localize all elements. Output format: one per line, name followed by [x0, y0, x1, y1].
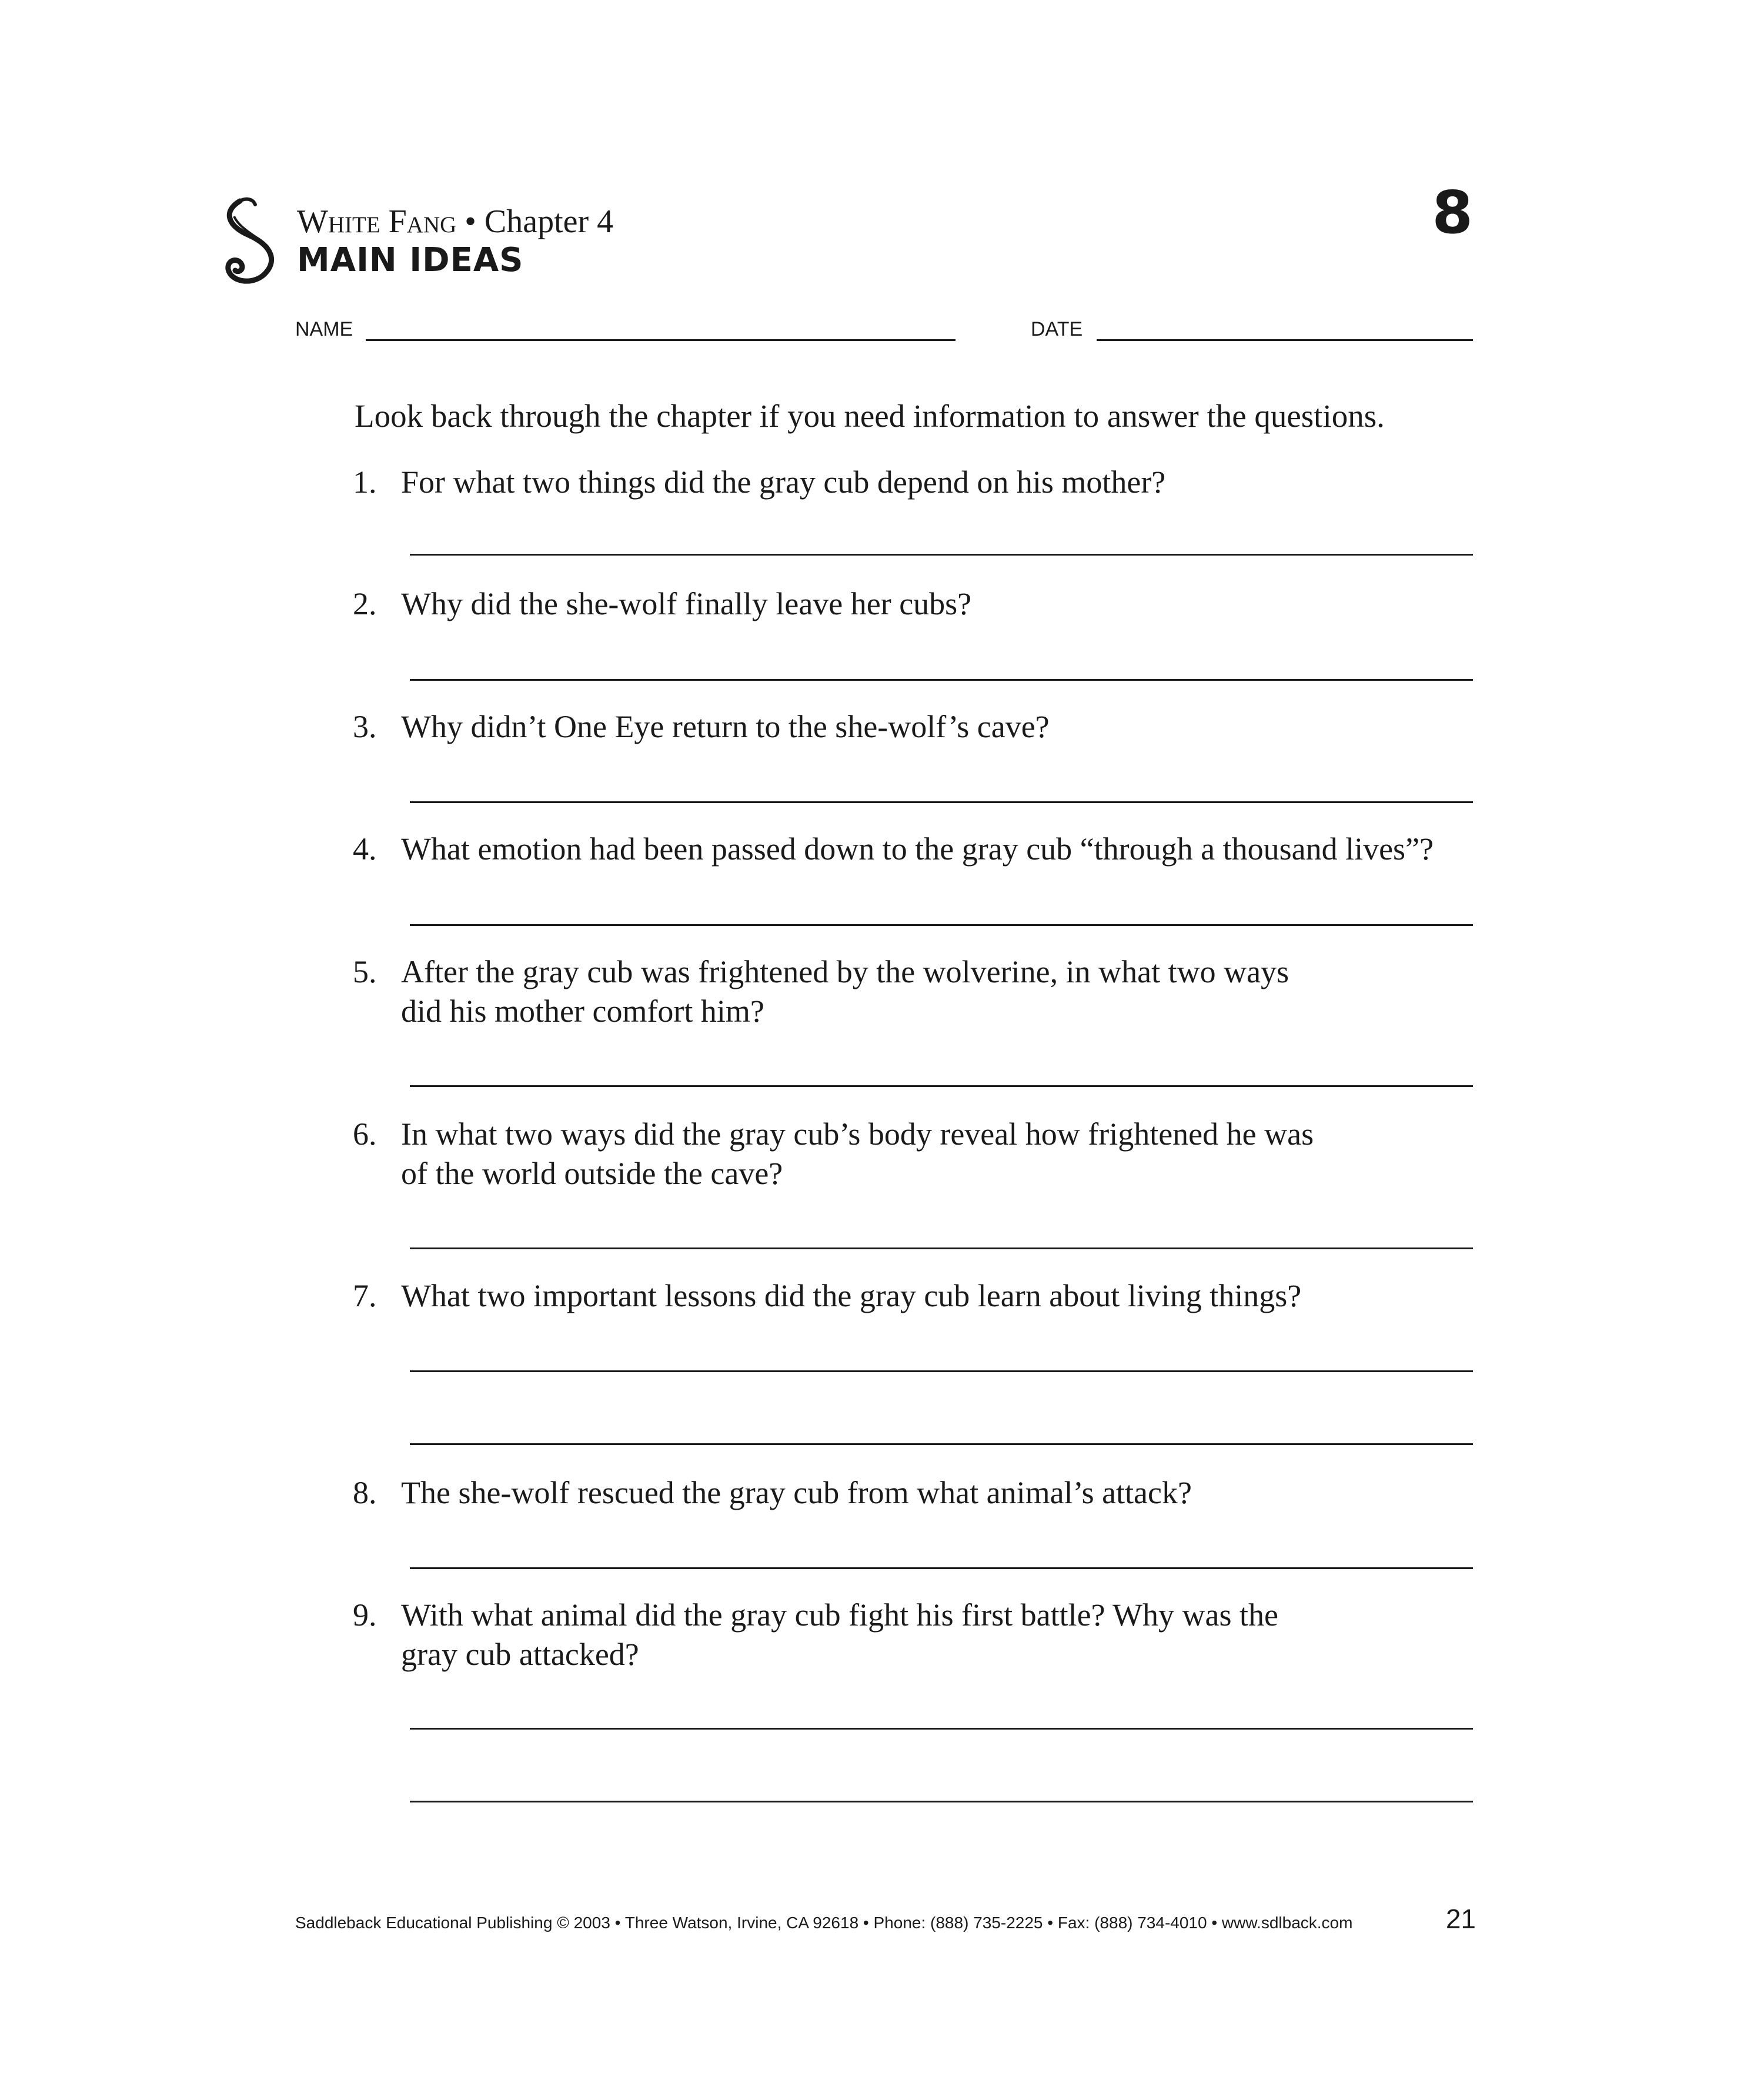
question-number: 5.: [353, 954, 377, 989]
question-text: With what animal did the gray cub fight his first battle? Why was the gray cub attacked?: [401, 1597, 1278, 1672]
question-text: What two important lessons did the gray cub learn about living things?: [401, 1278, 1302, 1313]
chapter-label: Chapter 4: [484, 203, 614, 240]
question-number: 8.: [353, 1475, 377, 1510]
question-text: The she-wolf rescued the gray cub from what animal’s attack?: [401, 1475, 1192, 1510]
answer-line-4[interactable]: [410, 924, 1473, 926]
answer-line-9b[interactable]: [410, 1801, 1473, 1802]
instructions-text: Look back through the chapter if you need information to answer the questions.: [355, 398, 1385, 434]
question-text: For what two things did the gray cub depend on his mother?: [401, 464, 1166, 500]
date-field[interactable]: [1097, 339, 1473, 341]
answer-line-7a[interactable]: [410, 1370, 1473, 1372]
answer-line-2[interactable]: [410, 679, 1473, 681]
series-title: [297, 201, 613, 242]
question-number: 6.: [353, 1116, 377, 1152]
name-field[interactable]: [366, 339, 956, 341]
lesson-number: 8: [1432, 178, 1473, 247]
saddleback-logo-icon: [216, 194, 293, 288]
page-number: 21: [1445, 1904, 1476, 1934]
question-text: In what two ways did the gray cub’s body reveal how frightened he was of the world outside the cave?: [401, 1116, 1314, 1191]
question-number: 9.: [353, 1597, 377, 1633]
question-number: 3.: [353, 709, 377, 744]
answer-line-5[interactable]: [410, 1085, 1473, 1087]
answer-line-7b[interactable]: [410, 1443, 1473, 1445]
question-number: 1.: [353, 464, 377, 500]
book-title: White Fang: [297, 203, 457, 240]
answer-line-3[interactable]: [410, 801, 1473, 803]
name-label: NAME: [295, 318, 353, 340]
date-label: DATE: [1031, 318, 1083, 340]
question-text: Why did the she-wolf finally leave her cubs?: [401, 586, 972, 621]
question-text: Why didn’t One Eye return to the she-wolf’s cave?: [401, 709, 1050, 744]
title-separator: •: [465, 203, 476, 240]
answer-line-8[interactable]: [410, 1567, 1473, 1569]
question-number: 4.: [353, 831, 377, 867]
question-text: After the gray cub was frightened by the wolverine, in what two ways did his mother comfort him?: [401, 954, 1289, 1029]
publisher-credit: Saddleback Educational Publishing © 2003 • Three Watson, Irvine, CA 92618 • Phone: (888) 735-2225 • Fax: (888) 734-4010 • www.sdlback.com: [295, 1914, 1353, 1932]
answer-line-1[interactable]: [410, 554, 1473, 556]
answer-line-6[interactable]: [410, 1247, 1473, 1249]
section-title: MAIN IDEAS: [297, 241, 524, 279]
question-text: What emotion had been passed down to the gray cub “through a thousand lives”?: [401, 831, 1434, 867]
answer-line-9a[interactable]: [410, 1728, 1473, 1730]
question-number: 7.: [353, 1278, 377, 1313]
question-number: 2.: [353, 586, 377, 621]
